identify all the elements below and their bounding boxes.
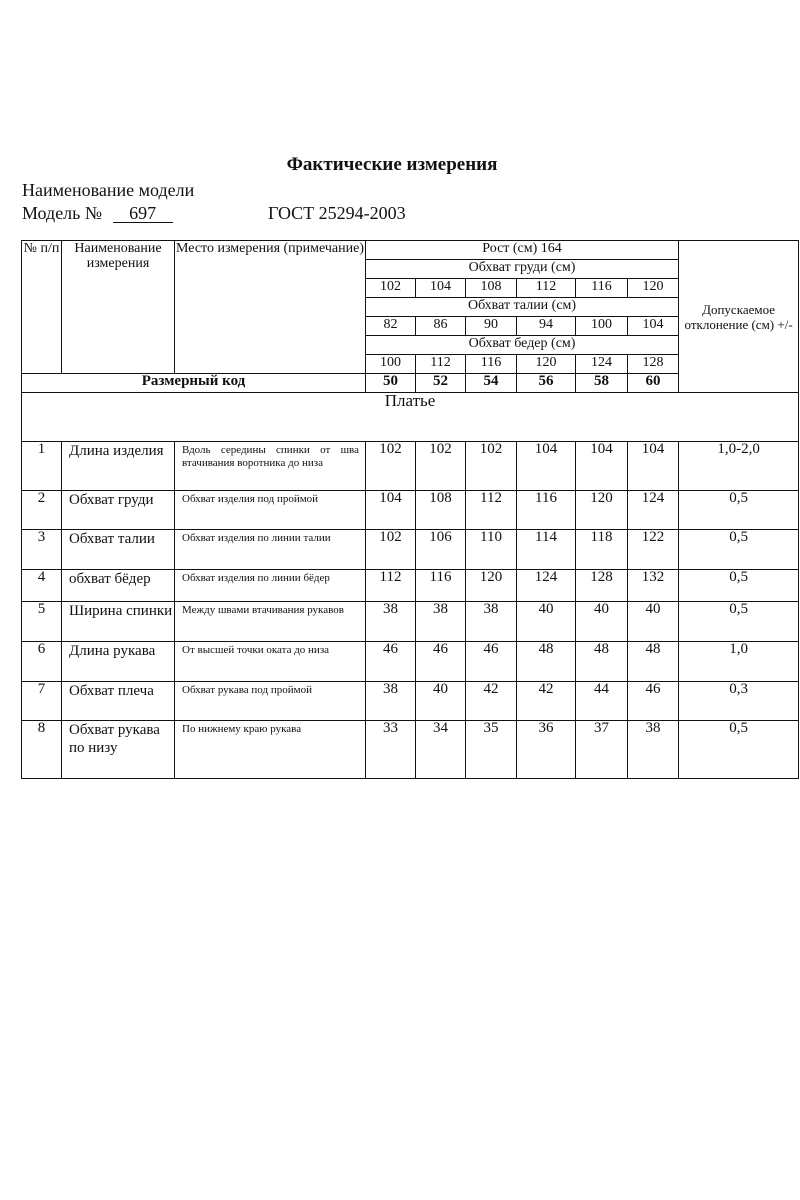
hips-value: 116 [466,355,517,374]
chest-value: 102 [366,279,416,298]
waist-value: 90 [466,317,517,336]
table-row [22,570,799,602]
row-value: 40 [628,602,679,642]
size-code: 56 [517,374,576,393]
row-tolerance: 0,5 [679,570,799,602]
row-value: 112 [366,570,416,602]
row-value: 38 [366,602,416,642]
section-title: Платье [22,393,799,442]
row-value: 42 [466,682,517,721]
row-name: обхват бёдер [62,570,175,602]
hips-value: 112 [416,355,466,374]
row-no: 3 [22,530,62,570]
row-place: Обхват изделия под проймой [175,491,366,530]
row-name: Обхват талии [62,530,175,570]
table-row [22,682,799,721]
row-tolerance: 0,5 [679,721,799,779]
row-value: 36 [517,721,576,779]
row-value: 132 [628,570,679,602]
hips-value: 100 [366,355,416,374]
row-value: 122 [628,530,679,570]
row-value: 128 [576,570,628,602]
size-code: 54 [466,374,517,393]
header-tolerance: Допускаемое отклонение (см) +/- [679,241,799,393]
row-tolerance: 1,0-2,0 [679,442,799,491]
hips-value: 120 [517,355,576,374]
row-value: 48 [576,642,628,682]
row-tolerance: 0,3 [679,682,799,721]
row-no: 2 [22,491,62,530]
header-hips-label: Обхват бедер (см) [366,336,679,355]
row-value: 112 [466,491,517,530]
row-value: 40 [576,602,628,642]
header-waist-label: Обхват талии (см) [366,298,679,317]
row-tolerance: 1,0 [679,642,799,682]
size-code: 50 [366,374,416,393]
row-value: 38 [628,721,679,779]
row-value: 38 [416,602,466,642]
row-value: 40 [416,682,466,721]
header-chest-label: Обхват груди (см) [366,260,679,279]
table-row [22,642,799,682]
row-place: Вдоль середины спинки от шва втачивания воротника до низа [175,442,366,491]
row-value: 120 [466,570,517,602]
row-value: 104 [366,491,416,530]
row-value: 116 [517,491,576,530]
row-value: 42 [517,682,576,721]
hips-value: 128 [628,355,679,374]
table-row [22,602,799,642]
row-value: 104 [576,442,628,491]
row-no: 6 [22,642,62,682]
row-value: 104 [517,442,576,491]
row-value: 40 [517,602,576,642]
model-name-label: Наименование модели [22,180,195,200]
waist-value: 100 [576,317,628,336]
chest-value: 104 [416,279,466,298]
row-value: 104 [628,442,679,491]
row-name: Обхват груди [62,491,175,530]
row-value: 118 [576,530,628,570]
row-value: 38 [466,602,517,642]
header-height: Рост (см) 164 [366,241,679,260]
row-place: Между швами втачивания рукавов [175,602,366,642]
row-name: Обхват рукава по низу [62,721,175,779]
size-code: 52 [416,374,466,393]
row-name: Обхват плеча [62,682,175,721]
row-place: От высшей точки оката до низа [175,642,366,682]
row-value: 37 [576,721,628,779]
waist-value: 86 [416,317,466,336]
row-value: 108 [416,491,466,530]
row-value: 46 [466,642,517,682]
waist-value: 104 [628,317,679,336]
row-name: Длина изделия [62,442,175,491]
row-value: 102 [466,442,517,491]
row-value: 124 [517,570,576,602]
row-value: 110 [466,530,517,570]
row-value: 116 [416,570,466,602]
row-no: 4 [22,570,62,602]
row-tolerance: 0,5 [679,602,799,642]
row-no: 5 [22,602,62,642]
row-value: 33 [366,721,416,779]
row-value: 46 [416,642,466,682]
row-value: 120 [576,491,628,530]
chest-value: 112 [517,279,576,298]
size-code: 60 [628,374,679,393]
table-row [22,721,799,779]
row-value: 44 [576,682,628,721]
chest-value: 120 [628,279,679,298]
standard-label: ГОСТ 25294-2003 [268,203,406,223]
size-code-label: Размерный код [22,374,366,393]
row-place: Обхват рукава под проймой [175,682,366,721]
row-tolerance: 0,5 [679,491,799,530]
measurements-table [21,240,799,779]
chest-value: 108 [466,279,517,298]
row-value: 46 [366,642,416,682]
row-value: 34 [416,721,466,779]
row-value: 102 [366,530,416,570]
model-number: 697 [113,205,173,223]
row-place: Обхват изделия по линии бёдер [175,570,366,602]
header-place: Место измерения (примечание) [175,241,366,374]
page-title: Фактические измерения [286,154,498,175]
header-no: № п/п [22,241,62,374]
model-number-label: Модель № [22,203,103,223]
table-row [22,491,799,530]
table-row [22,530,799,570]
row-value: 124 [628,491,679,530]
waist-value: 94 [517,317,576,336]
row-tolerance: 0,5 [679,530,799,570]
row-value: 48 [628,642,679,682]
row-name: Длина рукава [62,642,175,682]
row-value: 46 [628,682,679,721]
row-value: 48 [517,642,576,682]
row-value: 102 [416,442,466,491]
table-row [22,442,799,491]
chest-value: 116 [576,279,628,298]
size-code: 58 [576,374,628,393]
row-value: 106 [416,530,466,570]
row-place: Обхват изделия по линии талии [175,530,366,570]
row-no: 7 [22,682,62,721]
model-number-line [22,203,173,224]
row-value: 35 [466,721,517,779]
hips-value: 124 [576,355,628,374]
row-no: 8 [22,721,62,779]
row-value: 102 [366,442,416,491]
row-value: 38 [366,682,416,721]
header-name: Наименование измерения [62,241,175,374]
row-name: Ширина спинки [62,602,175,642]
row-value: 114 [517,530,576,570]
waist-value: 82 [366,317,416,336]
row-no: 1 [22,442,62,491]
row-place: По нижнему краю рукава [175,721,366,779]
